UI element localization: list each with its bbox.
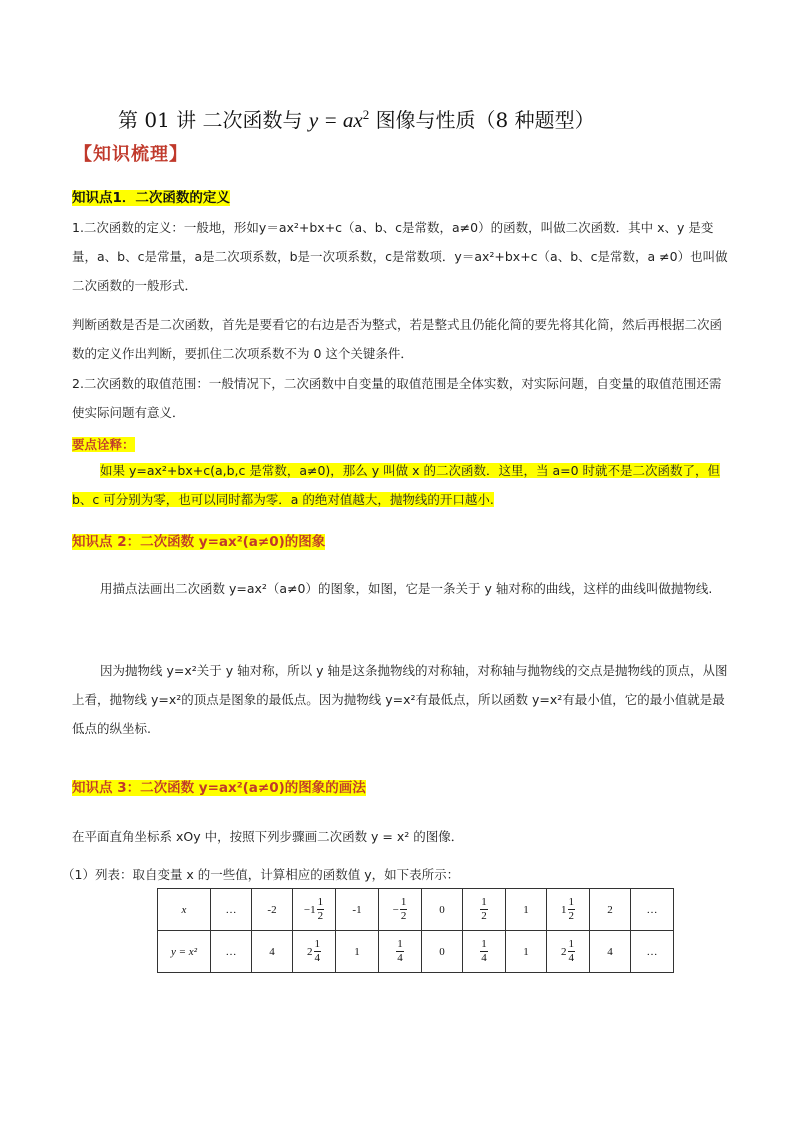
table-cell: 2 $\frac{1}{4}$: [293, 931, 336, 973]
table-cell: 4: [252, 931, 293, 973]
table-cell: 2 $\frac{1}{4}$: [547, 931, 590, 973]
table-cell: $\frac{1}{4}$: [463, 931, 506, 973]
title-prefix: 第 01 讲 二次函数与: [118, 108, 303, 132]
kp3-heading-formula: y=ax²(a≠0)的图象的画法: [198, 780, 366, 796]
section-header: 【知识梳理】: [74, 144, 188, 165]
title-formula-exponent: 2: [362, 107, 370, 122]
table-cell: 1: [336, 931, 379, 973]
table-cell: …: [631, 889, 674, 931]
kp1-tip-label: [72, 430, 732, 459]
table-row-label: y = x²: [158, 931, 211, 973]
table-cell: $\frac{1}{4}$: [379, 931, 422, 973]
table-cell: 2: [590, 889, 631, 931]
kp1-heading: [72, 186, 230, 206]
kp1-judgement: 判断函数是否是二次函数，首先是要看它的右边是否为整式，若是整式且仍能化简的要先将其化简，然后再根据二次函数的定义作出判断，要抓住二次项系数不为 0 这个关键条件．: [72, 317, 723, 361]
table-cell: -1: [336, 889, 379, 931]
table-cell: 1: [506, 889, 547, 931]
table-cell: …: [211, 889, 252, 931]
kp1-tip-text: [72, 456, 732, 514]
kp3-paragraph-2: （1）列表：取自变量 x 的一些值，计算相应的函数值 y，如下表所示：: [62, 867, 460, 882]
table-cell: −1 $\frac{1}{2}$: [293, 889, 336, 931]
title-suffix: 图像与性质（8 种题型）: [375, 108, 595, 132]
table-cell: 0: [422, 931, 463, 973]
kp1-heading-text: 知识点1．二次函数的定义: [72, 190, 230, 206]
kp2-heading-prefix: 知识点 2：二次函数: [72, 534, 199, 550]
table-cell: …: [211, 931, 252, 973]
kp3-heading: [72, 776, 366, 796]
table-row-label: x: [158, 889, 211, 931]
kp3-paragraph-1: 在平面直角坐标系 xOy 中，按照下列步骤画二次函数 y = x² 的图像．: [72, 829, 464, 844]
table-cell: $\frac{1}{2}$: [463, 889, 506, 931]
kp2-heading-formula: y=ax²(a≠0)的图象: [198, 534, 326, 550]
title-formula-main: y = ax: [308, 108, 363, 132]
kp1-domain: 2.二次函数的取值范围：一般情况下，二次函数中自变量的取值范围是全体实数，对实际问题，自变量的取值范围还需使实际问题有意义．: [72, 376, 722, 420]
table-cell: 1: [506, 931, 547, 973]
table-row-x: [158, 889, 674, 931]
kp1-definition: 1.二次函数的定义：一般地，形如y＝ax²+bx+c（a、b、c是常数，a≠0）的函数，叫做二次函数．其中 x、y 是变量，a、b、c是常量，a是二次项系数，b是一次项系数，c是常数项．y＝ax²+bx+c（a、b、c是常数，a ≠0）也叫做二次函数的一般形式．: [72, 220, 728, 293]
tip-label-text: 要点诠释：: [72, 437, 135, 452]
page-title: [118, 104, 595, 133]
title-formula: [309, 108, 369, 132]
table-cell: 1 $\frac{1}{2}$: [547, 889, 590, 931]
table-cell: − $\frac{1}{2}$: [379, 889, 422, 931]
table-cell: 0: [422, 889, 463, 931]
kp2-paragraph-1: 用描点法画出二次函数 y=ax²（a≠0）的图象，如图，它是一条关于 y 轴对称的曲线，这样的曲线叫做抛物线.: [100, 581, 713, 596]
kp2-heading: [72, 530, 325, 550]
table-cell: -2: [252, 889, 293, 931]
table-row-y: [158, 931, 674, 973]
table-cell: …: [631, 931, 674, 973]
kp2-paragraph-2: 因为抛物线 y=x²关于 y 轴对称，所以 y 轴是这条抛物线的对称轴，对称轴与抛物线的交点是抛物线的顶点，从图上看，抛物线 y=x²的顶点是图象的最低点。因为抛物线 y=x²有最低点，所以函数 y=x²有最小值，它的最小值就是最低点的纵坐标.: [72, 663, 728, 736]
values-table: [157, 888, 674, 973]
table-cell: 4: [590, 931, 631, 973]
kp3-heading-prefix: 知识点 3：二次函数: [72, 780, 199, 796]
tip-text-content: 如果 y=ax²+bx+c(a,b,c 是常数，a≠0)，那么 y 叫做 x 的二次函数．这里，当 a=0 时就不是二次函数了，但 b、c 可分别为零，也可以同时都为零．a 的绝对值越大，抛物线的开口越小.: [72, 463, 721, 507]
